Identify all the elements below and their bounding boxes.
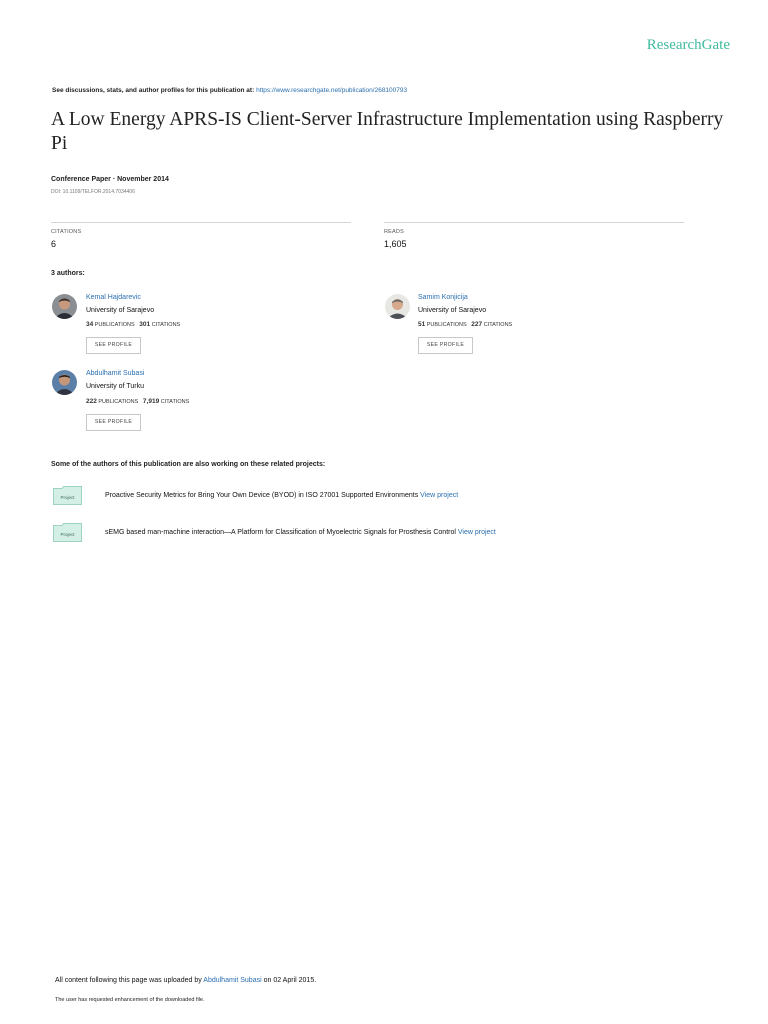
enhancement-note: The user has requested enhancement of the downloaded file. <box>55 997 205 1003</box>
citations-label: CITATIONS <box>160 399 190 405</box>
author-stats <box>86 321 180 328</box>
upload-notice <box>55 977 316 984</box>
reads-count: 1,605 <box>384 239 407 249</box>
uploader-link[interactable]: Abdulhamit Subasi <box>203 977 262 984</box>
project-icon <box>53 486 82 505</box>
publication-url-link[interactable]: https://www.researchgate.net/publication/268100793 <box>256 87 408 94</box>
author-stats <box>86 398 189 405</box>
project-item <box>105 529 496 536</box>
publication-count: 34 <box>86 321 94 328</box>
publications-label: PUBLICATIONS <box>94 322 135 328</box>
project-icon <box>53 523 82 542</box>
reads-label: READS <box>384 229 404 235</box>
author-institution: University of Sarajevo <box>86 307 155 314</box>
paper-meta: Conference Paper · November 2014 <box>51 176 169 183</box>
citations-label: CITATIONS <box>51 229 82 235</box>
citation-count: 227 <box>471 321 483 328</box>
citation-count: 7,919 <box>142 398 160 405</box>
researchgate-logo[interactable]: ResearchGate <box>646 37 730 53</box>
project-icon-label: Project <box>60 495 75 500</box>
disclaimer-text: See discussions, stats, and author profiles for this publication at: <box>52 87 255 94</box>
upload-prefix: All content following this page was uploaded by <box>55 977 202 984</box>
see-profile-button[interactable]: SEE PROFILE <box>86 414 141 431</box>
project-item <box>105 492 458 499</box>
author-stats <box>418 321 512 328</box>
author-name-link[interactable]: Kemal Hajdarevic <box>86 294 141 301</box>
upload-date: on 02 April 2015. <box>263 977 317 984</box>
see-profile-button[interactable]: SEE PROFILE <box>418 337 473 354</box>
view-project-link[interactable]: View project <box>457 529 496 536</box>
publications-label: PUBLICATIONS <box>98 399 139 405</box>
paper-title: A Low Energy APRS-IS Client-Server Infrastructure Implementation using Raspberry Pi <box>51 109 724 154</box>
publication-count: 222 <box>86 398 97 405</box>
citations-count: 6 <box>51 239 57 249</box>
publications-label: PUBLICATIONS <box>426 322 467 328</box>
view-project-link[interactable]: View project <box>420 492 459 499</box>
citations-divider <box>51 222 351 223</box>
citations-label: CITATIONS <box>151 322 181 328</box>
avatar[interactable] <box>52 294 77 319</box>
paper-doi[interactable]: DOI: 10.1109/TELFOR.2014.7034406 <box>51 189 135 195</box>
publication-count: 51 <box>418 321 426 328</box>
authors-heading: 3 authors: <box>51 270 85 277</box>
author-name-link[interactable]: Samim Konjicija <box>418 294 468 301</box>
related-projects-heading: Some of the authors of this publication are also working on these related projects: <box>51 461 326 468</box>
author-institution: University of Turku <box>86 383 144 390</box>
citations-label: CITATIONS <box>483 322 513 328</box>
see-profile-button[interactable]: SEE PROFILE <box>86 337 141 354</box>
project-icon-label: Project <box>60 532 75 537</box>
project-title: sEMG based man-machine interaction—A Platform for Classification of Myoelectric Signals for Prosthesis Control <box>105 529 456 536</box>
avatar[interactable] <box>385 294 410 319</box>
author-institution: University of Sarajevo <box>418 307 487 314</box>
avatar[interactable] <box>52 370 77 395</box>
author-name-link[interactable]: Abdulhamit Subasi <box>86 370 145 377</box>
publication-disclaimer <box>52 87 407 94</box>
project-title: Proactive Security Metrics for Bring Your Own Device (BYOD) in ISO 27001 Supported Environments <box>105 492 419 499</box>
reads-divider <box>384 222 684 223</box>
citation-count: 301 <box>139 321 151 328</box>
